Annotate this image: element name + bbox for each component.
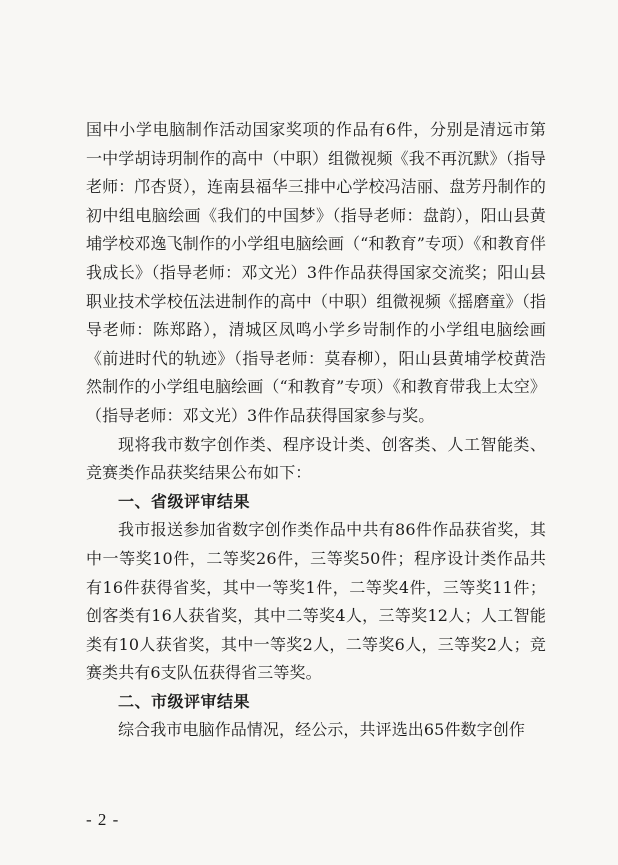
page-number: - 2 - [86,810,120,829]
document-body [86,116,546,745]
paragraph-announcement-intro: 现将我市数字创作类、程序设计类、创客类、人工智能类、竞赛类作品获奖结果公布如下： [86,434,546,483]
paragraph-national-awards: 国中小学电脑制作活动国家奖项的作品有6件，分别是清远市第一中学胡诗玥制作的高中（中职）组微视频《我不再沉默》（指导老师：邝杏贤），连南县福华三排中心学校冯洁丽、盘芳丹制作的初中组电脑绘画《我们的中国梦》（指导老师：盘韵），阳山县黄埔学校邓逸飞制作的小学组电脑绘画（“和教育”专项）《和教育伴我成长》（指导老师：邓文光）3件作品获得国家交流奖；阳山县职业技术学校伍法进制作的高中（中职）组微视频《摇磨童》（指导老师：陈郑路），清城区凤鸣小学乡岢制作的小学组电脑绘画《前进时代的轨迹》（指导老师：莫春柳），阳山县黄埔学校黄浩然制作的小学组电脑绘画（“和教育”专项）《和教育带我上太空》（指导老师：邓文光）3件作品获得国家参与奖。 [86,120,546,425]
section-heading-provincial-results: 一、省级评审结果 [118,491,251,511]
paragraph-provincial-results: 我市报送参加省数字创作类作品中共有86件作品获省奖，其中一等奖10件，二等奖26件，三等奖50件；程序设计类作品共有16件获得省奖，其中一等奖1件，二等奖4件，三等奖11件；创客类有16人获省奖，其中二等奖4人，三等奖12人；人工智能类有10人获省奖，其中一等奖2人，二等奖6人，三等奖2人；竞赛类共有6支队伍获得省三等奖。 [86,520,546,683]
paragraph-city-results: 综合我市电脑作品情况，经公示，共评选出65件数字创作 [118,720,525,740]
section-heading-city-results: 二、市级评审结果 [118,691,251,711]
